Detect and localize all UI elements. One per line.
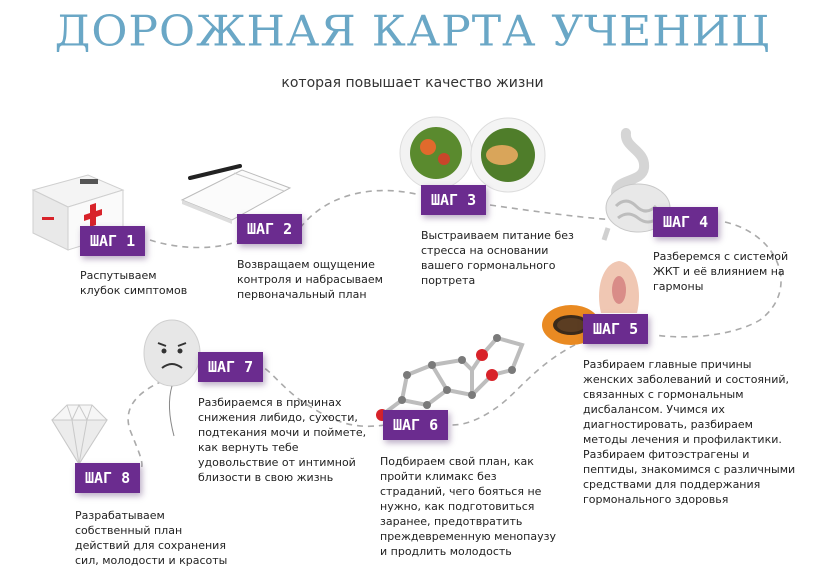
step-6-badge: ШАГ 6 (383, 410, 448, 440)
step-1-text: Распутываем клубок симптомов (80, 269, 188, 297)
step-6-text: Подбираем свой план, как пройти климакс без страданий, чего бояться не нужно, как подготовиться заранее, предотвратить преждевременную менопаузу и продлить молодость (380, 455, 556, 558)
step-5-badge: ШАГ 5 (583, 314, 648, 344)
step-8-text: Разрабатываем собственный план действий для сохранения сил, молодости и красоты (75, 509, 228, 567)
step-3-text: Выстраиваем питание без стресса на основании вашего гормонального портрета (421, 229, 574, 287)
step-2-badge: ШАГ 2 (237, 214, 302, 244)
step-1-badge: ШАГ 1 (80, 226, 145, 256)
step-2-text: Возвращаем ощущение контроля и набрасываем первоначальный план (237, 258, 383, 301)
step-4-badge: ШАГ 4 (653, 207, 718, 237)
step-5-text: Разбираем главные причины женских заболеваний и состояний, связанных с гормональным дисбалансом. Учимся их диагностировать, разбираем методы лечения и профилактики. Разбираем фитоэстрагены и пептиды, знакомимся с различными средствами для поддержания гормонального здоровья (583, 358, 796, 506)
diamond-icon (42, 400, 117, 468)
food-plates-icon (398, 115, 553, 193)
step-8-badge: ШАГ 8 (75, 463, 140, 493)
sad-balloon-icon (140, 318, 205, 438)
step-7-text: Разбираемся в причинах снижения либидо, сухости, подтекания мочи и поймете, как вернуть тебе удовольствие от интимной близости в свою жизнь (198, 396, 367, 484)
step-7-badge: ШАГ 7 (198, 352, 263, 382)
page-subtitle: которая повышает качество жизни (281, 75, 544, 91)
anatomy-figure-icon (593, 258, 645, 318)
page-title: ДОРОЖНАЯ КАРТА УЧЕНИЦ (54, 7, 771, 56)
step-4-text: Разберемся с системой ЖКТ и её влиянием на гармоны (653, 250, 789, 293)
step-3-badge: ШАГ 3 (421, 185, 486, 215)
